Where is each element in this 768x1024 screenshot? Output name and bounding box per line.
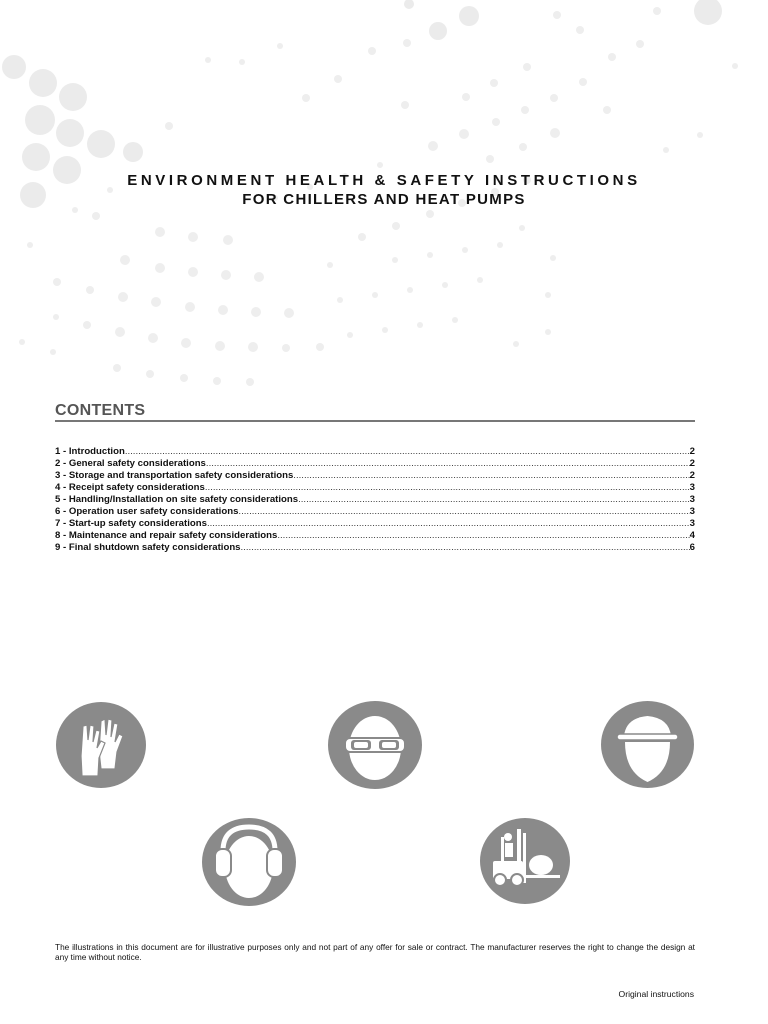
toc-entry-page: 6 bbox=[689, 542, 695, 553]
hard-hat-icon bbox=[600, 700, 695, 789]
disclaimer-text: The illustrations in this document are for illustrative purposes only and not part of any offer for sale or contract. The manufacturer reserves the right to change the design at any time without notice. bbox=[55, 942, 695, 962]
toc-leader-dots bbox=[206, 458, 690, 470]
toc-entry-maintenance-repair[interactable] bbox=[55, 530, 695, 542]
toc-entry-final-shutdown[interactable] bbox=[55, 542, 695, 554]
toc-leader-dots bbox=[238, 506, 689, 518]
toc-leader-dots bbox=[207, 518, 690, 530]
toc-entry-label: 4 - Receipt safety considerations bbox=[55, 482, 205, 493]
toc-entry-label: 3 - Storage and transportation safety considerations bbox=[55, 470, 294, 481]
toc-entry-general-safety[interactable] bbox=[55, 458, 695, 470]
contents-heading: CONTENTS bbox=[55, 402, 146, 419]
gloves-icon bbox=[55, 701, 147, 789]
toc-entry-page: 3 bbox=[689, 494, 695, 505]
toc-entry-page: 4 bbox=[689, 530, 695, 541]
toc-entry-storage-transportation[interactable] bbox=[55, 470, 695, 482]
contents-divider bbox=[55, 420, 695, 422]
toc-leader-dots bbox=[125, 446, 690, 458]
toc-leader-dots bbox=[293, 470, 689, 482]
toc-entry-label: 6 - Operation user safety considerations bbox=[55, 506, 239, 517]
toc-entry-receipt[interactable] bbox=[55, 482, 695, 494]
toc-entry-page: 3 bbox=[689, 506, 695, 517]
toc-entry-label: 8 - Maintenance and repair safety considerations bbox=[55, 530, 278, 541]
table-of-contents bbox=[55, 446, 695, 554]
toc-entry-page: 2 bbox=[689, 458, 695, 469]
forklift-icon bbox=[479, 817, 571, 905]
original-instructions-note: Original instructions bbox=[618, 989, 694, 999]
toc-entry-label: 2 - General safety considerations bbox=[55, 458, 206, 469]
toc-entry-introduction[interactable] bbox=[55, 446, 695, 458]
toc-entry-page: 2 bbox=[689, 446, 695, 457]
safety-goggles-icon bbox=[327, 700, 423, 790]
toc-leader-dots bbox=[241, 542, 690, 554]
toc-leader-dots bbox=[277, 530, 689, 542]
document-title-line-1: ENVIRONMENT HEALTH & SAFETY INSTRUCTIONS bbox=[127, 172, 641, 189]
toc-entry-operation-user[interactable] bbox=[55, 506, 695, 518]
document-title-line-2: FOR CHILLERS AND HEAT PUMPS bbox=[242, 191, 526, 208]
toc-entry-page: 3 bbox=[689, 482, 695, 493]
toc-entry-page: 2 bbox=[689, 470, 695, 481]
toc-entry-start-up[interactable] bbox=[55, 518, 695, 530]
toc-entry-handling-installation[interactable] bbox=[55, 494, 695, 506]
toc-entry-label: 7 - Start-up safety considerations bbox=[55, 518, 207, 529]
toc-entry-label: 1 - Introduction bbox=[55, 446, 125, 457]
ear-protection-icon bbox=[201, 817, 297, 907]
toc-entry-label: 9 - Final shutdown safety considerations bbox=[55, 542, 241, 553]
toc-leader-dots bbox=[298, 494, 690, 506]
toc-leader-dots bbox=[205, 482, 690, 494]
toc-entry-label: 5 - Handling/Installation on site safety considerations bbox=[55, 494, 299, 505]
toc-entry-page: 3 bbox=[689, 518, 695, 529]
